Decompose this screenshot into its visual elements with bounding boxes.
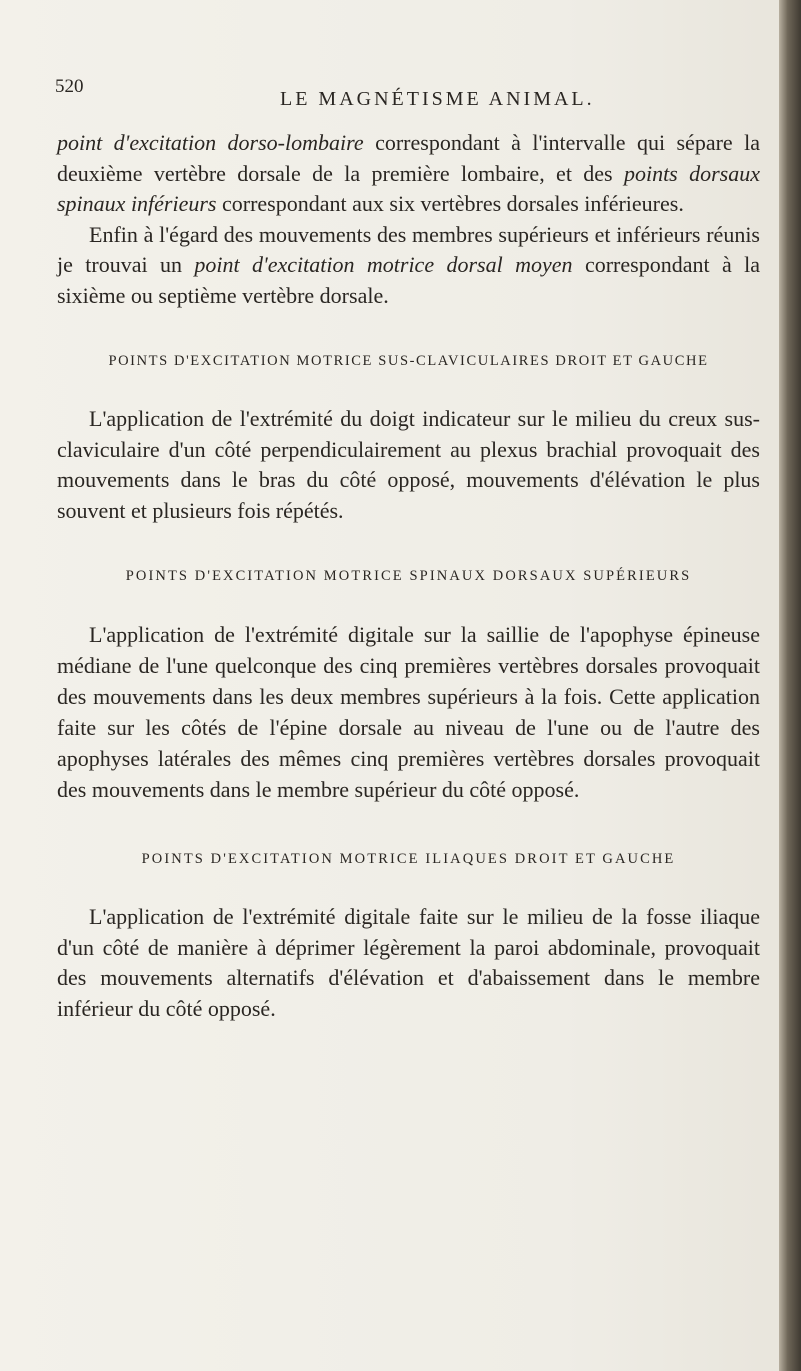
- intro-paragraph-2: [57, 220, 760, 312]
- intro-p2-text-a: Enfin à l'égard des mouvements des membres supérieurs et inférieurs réunis je trouvai un: [57, 221, 760, 277]
- section-heading-sus-claviculaires: POINTS D'EXCITATION MOTRICE SUS-CLAVICULAIRES DROIT ET GAUCHE: [108, 353, 709, 369]
- running-head: LE MAGNÉTISME ANIMAL.: [280, 88, 595, 110]
- page-number: 520: [55, 76, 84, 97]
- intro-p1-text-a: correspondant à l'intervalle qui sépare la deuxième vertèbre dorsale de la première lombaire, et des: [57, 130, 761, 186]
- italic-term-dorso-lombaire: point d'excitation dorso-lombaire: [57, 130, 364, 155]
- section-heading-iliaques: POINTS D'EXCITATION MOTRICE ILIAQUES DROIT ET GAUCHE: [141, 851, 676, 867]
- page-edge-shadow: [779, 0, 801, 1371]
- text-block: [57, 128, 760, 1024]
- intro-paragraph-1: [57, 128, 760, 220]
- intro-p1-text-b: correspondant aux six vertèbres dorsales inférieures.: [216, 191, 684, 216]
- section-text-spinaux-dorsaux: L'application de l'extrémité digitale sur la saillie de l'apophyse épineuse médiane de l'une quelconque des cinq premières vertèbres dorsales provoquait des mouvements dans les deux membres supérieurs à la fois. Cette application faite sur les côtés de l'épine dorsale au niveau de l'une ou de l'autre des apophyses latérales des mêmes cinq premières vertèbres dorsales provoquait des mouvements dans le membre supérieur du côté opposé.: [57, 622, 760, 802]
- intro-p2-text-b: correspondant à la sixième ou septième vertèbre dorsale.: [57, 252, 761, 308]
- italic-term-dorsal-moyen: point d'excitation motrice dorsal moyen: [194, 252, 573, 277]
- section-text-sus-claviculaires: L'application de l'extrémité du doigt indicateur sur le milieu du creux sus-claviculaire d'un côté perpendiculairement au plexus brachial provoquait des mouvements dans le bras du côté opposé, mouvements d'élévation le plus souvent et plusieurs fois répétés.: [57, 406, 760, 523]
- section-text-iliaques: L'application de l'extrémité digitale faite sur le milieu de la fosse iliaque d'un côté de manière à déprimer légèrement la paroi abdominale, provoquait des mouvements alternatifs d'élévation et d'abaissement dans le membre inférieur du côté opposé.: [57, 904, 760, 1021]
- section-heading-spinaux-dorsaux: POINTS D'EXCITATION MOTRICE SPINAUX DORSAUX SUPÉRIEURS: [125, 568, 692, 584]
- italic-term-points-dorsaux: points dorsaux spinaux inférieurs: [57, 160, 760, 216]
